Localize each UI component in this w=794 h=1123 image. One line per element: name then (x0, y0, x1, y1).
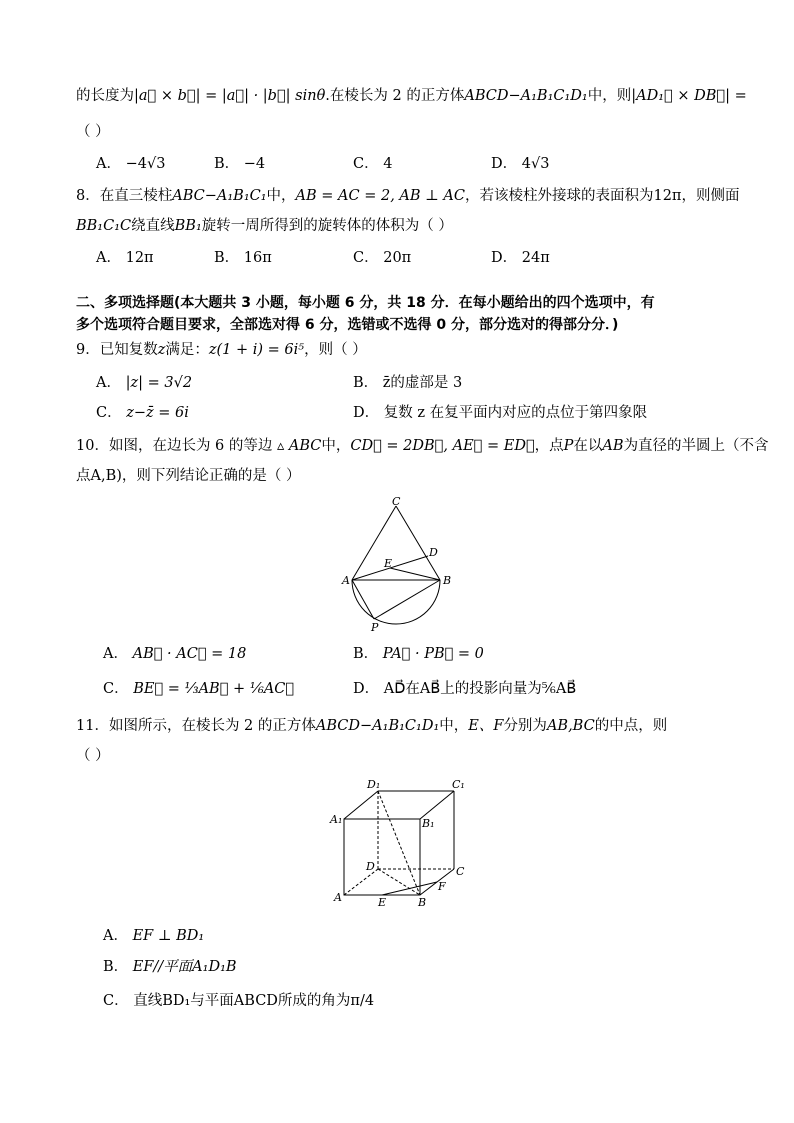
q10-text-d: 在以 (573, 438, 603, 454)
q7-option-a (96, 154, 165, 174)
q11-option-b (103, 957, 237, 977)
option-text: EF//平面A₁D₁B (132, 959, 237, 975)
q11-text-b: 中， (439, 718, 469, 734)
q10-text-c: ，点 (534, 438, 564, 454)
q7-option-b (214, 154, 265, 174)
section-header-line1: 二、多项选择题(本大题共 3 小题，每小题 6 分，共 18 分．在每小题给出的四个选项中，有 (76, 295, 655, 311)
option-label: A． (96, 156, 121, 172)
label-c1: C₁ (452, 778, 465, 791)
option-label: C． (96, 405, 122, 421)
label-b: B (418, 896, 427, 907)
q7-paren: （ ） (76, 124, 110, 140)
option-label: C． (353, 250, 379, 266)
q9-text-b: 满足： (165, 342, 209, 358)
option-text: AD⃗在AB⃗上的投影向量为⅚AB⃗ (383, 681, 577, 697)
option-text: PA⃗ · PB⃗ = 0 (382, 646, 484, 662)
label-e: E (384, 557, 393, 570)
q11-edges: AB,BC (546, 718, 595, 734)
option-label: D． (491, 250, 518, 266)
q11-stem-line1 (76, 716, 667, 736)
q10-text-b: 中， (321, 438, 351, 454)
q8-text-e: 旋转一周所得到的旋转体的体积为（ ） (201, 218, 453, 234)
q8-face: BB₁C₁C (76, 218, 132, 234)
q10-option-a (103, 644, 246, 664)
option-text: AB⃗ · AC⃗ = 18 (132, 646, 247, 662)
label-a: A (342, 574, 350, 587)
option-text: BE⃗ = ⅓AB⃗ + ⅙AC⃗ (133, 681, 295, 697)
q8-option-b (214, 248, 272, 268)
option-label: B． (353, 646, 379, 662)
option-text: −4√3 (125, 156, 166, 172)
q9-text-c: ，则（ ） (304, 342, 367, 358)
option-text: |z| = 3√2 (125, 375, 193, 391)
option-label: C． (103, 993, 129, 1009)
q10-triangle: ABC (288, 438, 322, 454)
q8-prism: ABC−A₁B₁C₁ (172, 188, 267, 204)
q9-option-c (96, 403, 189, 423)
option-text: −4 (243, 156, 266, 172)
q10-text-a: 10．如图，在边长为 6 的等边 ▵ (76, 438, 289, 454)
q11-points-ef: E、F (468, 718, 504, 734)
option-text: 16π (243, 250, 272, 266)
option-label: B． (353, 375, 379, 391)
option-label: B． (103, 959, 129, 975)
q9-stem (76, 340, 367, 360)
option-text: EF ⊥ BD₁ (132, 928, 205, 944)
label-b1: B₁ (422, 817, 435, 830)
q10-option-d (353, 679, 576, 699)
label-d: D (366, 860, 375, 873)
q8-axis: BB₁ (174, 218, 202, 234)
label-a1: A₁ (330, 813, 343, 826)
label-f: F (438, 880, 446, 893)
q7-option-d (491, 154, 549, 174)
option-label: D． (491, 156, 518, 172)
q8-text-b: 中， (266, 188, 296, 204)
option-label: B． (214, 156, 240, 172)
option-label: A． (103, 646, 128, 662)
q8-stem-line1 (76, 186, 739, 206)
q10-figure (340, 494, 470, 634)
q8-option-a (96, 248, 154, 268)
option-text: z−z̄ = 6i (126, 405, 189, 421)
label-c: C (456, 865, 465, 878)
option-label: D． (353, 681, 380, 697)
option-label: D． (353, 405, 380, 421)
q7-stem (76, 86, 747, 106)
option-label: C． (353, 156, 379, 172)
q8-option-c (353, 248, 411, 268)
q7-stem-text-a: 的长度为| (76, 88, 139, 104)
q11-figure (326, 777, 476, 907)
option-text: 12π (125, 250, 154, 266)
option-label: A． (96, 250, 121, 266)
q8-option-d (491, 248, 550, 268)
label-b: B (443, 574, 452, 587)
q8-condition: AB = AC = 2, AB ⊥ AC (295, 188, 465, 204)
q7-stem-expr: |AD₁⃗ × DB⃗| = (631, 88, 747, 104)
q10-point-p: P (563, 438, 574, 454)
q9-option-b (353, 373, 462, 393)
q8-stem-line2 (76, 216, 453, 236)
q11-paren: （ ） (76, 748, 110, 764)
q8-text-a: 8．在直三棱柱 (76, 188, 173, 204)
q7-stem-formula: a⃗ × b⃗| = |a⃗| · |b⃗| sinθ (138, 88, 326, 104)
q8-text-c: ，若该棱柱外接球的表面积为12π，则侧面 (464, 188, 740, 204)
q9-option-a (96, 373, 192, 393)
option-text: 20π (383, 250, 412, 266)
q10-condition: CD⃗ = 2DB⃗, AE⃗ = ED⃗ (350, 438, 535, 454)
q10-stem-line2: 点A,B)，则下列结论正确的是（ ） (76, 468, 301, 484)
q11-text-c: 分别为 (503, 718, 547, 734)
option-text: 24π (521, 250, 550, 266)
q9-equation: z(1 + i) = 6i⁵ (208, 342, 305, 358)
q11-text-a: 11．如图所示，在棱长为 2 的正方体 (76, 718, 316, 734)
option-text: z̄的虚部是 3 (382, 375, 463, 391)
label-e: E (378, 896, 387, 907)
label-d: D (429, 546, 438, 559)
q11-cube: ABCD−A₁B₁C₁D₁ (315, 718, 440, 734)
option-text: 复数 z 在复平面内对应的点位于第四象限 (383, 405, 648, 421)
option-label: A． (103, 928, 128, 944)
q10-option-b (353, 644, 484, 664)
q9-option-d (353, 403, 647, 423)
option-label: A． (96, 375, 121, 391)
option-label: B． (214, 250, 240, 266)
q7-stem-text-b: .在棱长为 2 的正方体 (325, 88, 465, 104)
q10-option-c (103, 679, 294, 699)
section-header-line2: 多个选项符合题目要求，全部选对得 6 分，选错或不选得 0 分，部分选对的得部分分．) (76, 317, 619, 333)
q10-text-e: 为直径的半圆上（不含 (623, 438, 769, 454)
option-text: 直线BD₁与平面ABCD所成的角为π/4 (133, 993, 375, 1009)
q10-diameter: AB (602, 438, 624, 454)
option-text: 4 (383, 156, 393, 172)
q11-text-d: 的中点，则 (594, 718, 668, 734)
q8-text-d: 绕直线 (131, 218, 175, 234)
q7-stem-cube: ABCD−A₁B₁C₁D₁ (464, 88, 588, 104)
option-label: C． (103, 681, 129, 697)
q11-option-a (103, 926, 204, 946)
q7-option-c (353, 154, 392, 174)
label-a: A (334, 891, 342, 904)
label-d1: D₁ (367, 778, 381, 791)
q11-option-c (103, 991, 374, 1011)
label-c: C (392, 495, 401, 508)
q7-stem-text-c: 中，则 (587, 88, 632, 104)
q9-var-z: z (157, 342, 166, 358)
option-text: 4√3 (521, 156, 550, 172)
label-p: P (371, 621, 379, 634)
q9-text-a: 9．已知复数 (76, 342, 158, 358)
q10-stem-line1 (76, 436, 769, 456)
